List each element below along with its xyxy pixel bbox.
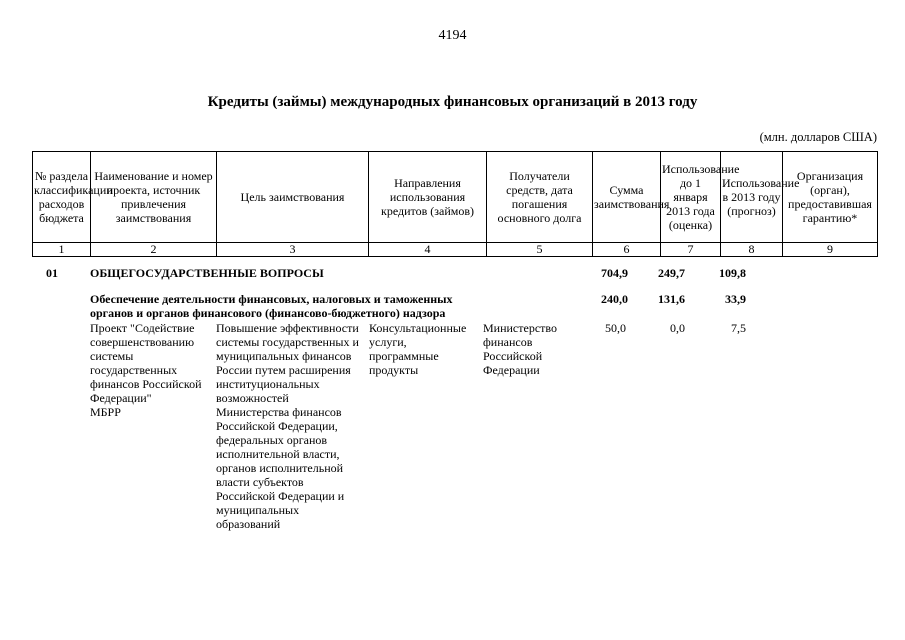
header-cell-recipients: Получатели средств, дата погашения основного долга xyxy=(487,152,593,243)
section-used-before: 249,7 xyxy=(658,266,685,280)
header-cell-section: № раздела классификации расходов бюджета xyxy=(33,152,91,243)
project-directions: Консультационные услуги, программные продукты xyxy=(369,321,467,377)
project-recipient: Министерство финансов Российской Федерации xyxy=(483,321,557,377)
header-cell-sum: Сумма заимствования xyxy=(593,152,661,243)
header-cell-goal: Цель заимствования xyxy=(217,152,369,243)
subsection-title: Обеспечение деятельности финансовых, налоговых и таможенных органов и органов финансового (финансово-бюджетного) надзора xyxy=(90,292,453,320)
project-title: Проект "Содействие совершенствованию системы государственных финансов Российской Федерации" xyxy=(90,321,202,405)
project-sum: 50,0 xyxy=(605,321,626,335)
column-number: 4 xyxy=(369,243,487,257)
column-number: 1 xyxy=(33,243,91,257)
subsection-used-before: 131,6 xyxy=(658,292,685,306)
section-title: ОБЩЕГОСУДАРСТВЕННЫЕ ВОПРОСЫ xyxy=(90,266,324,280)
project-source: МБРР xyxy=(90,405,121,419)
header-row xyxy=(33,152,878,243)
column-number: 6 xyxy=(593,243,661,257)
column-number: 5 xyxy=(487,243,593,257)
subsection-forecast: 33,9 xyxy=(725,292,746,306)
subsection-sum: 240,0 xyxy=(601,292,628,306)
project-used-before: 0,0 xyxy=(670,321,685,335)
project-goal: Повышение эффективности системы государственных и муниципальных финансов России путем расширения институциональных возможностей Министерства финансов Российской Федерации, федеральных органов исполнительной власти, органов исполнительной власти субъектов Российской Федерации и муниципальных образований xyxy=(216,321,359,531)
header-cell-forecast: Использование в 2013 году (прогноз) xyxy=(721,152,783,243)
project-name xyxy=(90,321,210,419)
header-cell-directions: Направления использования кредитов (займов) xyxy=(369,152,487,243)
column-number: 8 xyxy=(721,243,783,257)
page-title: Кредиты (займы) международных финансовых организаций в 2013 году xyxy=(207,94,698,110)
column-number: 9 xyxy=(783,243,878,257)
section-sum: 704,9 xyxy=(601,266,628,280)
units-note: (млн. долларов США) xyxy=(759,130,877,144)
project-forecast: 7,5 xyxy=(731,321,746,335)
column-number: 7 xyxy=(661,243,721,257)
column-number-row xyxy=(33,243,878,257)
section-forecast: 109,8 xyxy=(719,266,746,280)
data-table xyxy=(32,151,878,257)
column-number: 2 xyxy=(91,243,217,257)
header-cell-guarantor: Организация (орган), предоставившая гарантию* xyxy=(783,152,878,243)
section-code: 01 xyxy=(46,266,58,280)
column-number: 3 xyxy=(217,243,369,257)
page-number: 4194 xyxy=(438,28,467,43)
header-cell-project: Наименование и номер проекта, источник привлечения заимствования xyxy=(91,152,217,243)
header-cell-used-before: Использование до 1 января 2013 года (оценка) xyxy=(661,152,721,243)
